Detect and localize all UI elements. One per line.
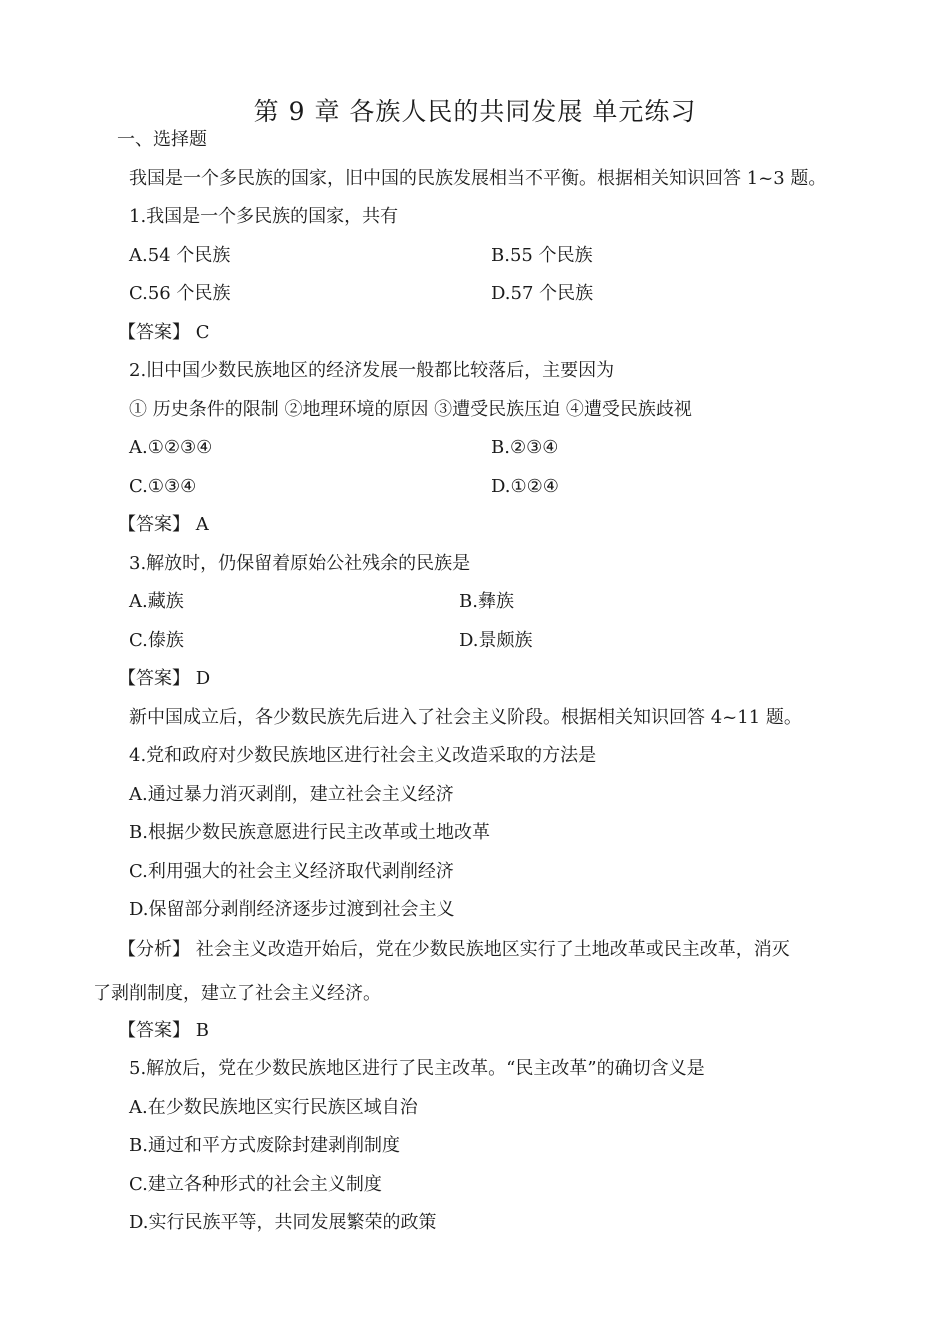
- q3-option-d: D.景颇族: [459, 630, 533, 651]
- q2-items: ① 历史条件的限制 ②地理环境的原因 ③遭受民族压迫 ④遭受民族歧视: [129, 399, 692, 420]
- q4-option-c: C.利用强大的社会主义经济取代剥削经济: [129, 861, 454, 882]
- q4-option-d: D.保留部分剥削经济逐步过渡到社会主义: [129, 899, 455, 920]
- q2-answer: 【答案】 A: [118, 514, 209, 535]
- q4-option-b: B.根据少数民族意愿进行民主改革或土地改革: [129, 822, 490, 843]
- q5-option-b: B.通过和平方式废除封建剥削制度: [129, 1135, 400, 1156]
- page-title: 第 9 章 各族人民的共同发展 单元练习: [253, 97, 697, 126]
- q1-answer: 【答案】 C: [118, 322, 210, 343]
- q1-option-d: D.57 个民族: [491, 283, 594, 304]
- q4-analysis-line-1: 【分析】 社会主义改造开始后，党在少数民族地区实行了土地改革或民主改革，消灭: [118, 939, 790, 960]
- intro-2: 新中国成立后，各少数民族先后进入了社会主义阶段。根据相关知识回答 4~11 题。: [129, 707, 802, 728]
- q4-answer: 【答案】 B: [118, 1020, 209, 1041]
- q5-stem: 5.解放后，党在少数民族地区进行了民主改革。“民主改革”的确切含义是: [129, 1058, 705, 1079]
- q5-option-c: C.建立各种形式的社会主义制度: [129, 1174, 382, 1195]
- q3-option-b: B.彝族: [459, 591, 514, 612]
- q1-option-c: C.56 个民族: [129, 283, 231, 304]
- intro-1: 我国是一个多民族的国家，旧中国的民族发展相当不平衡。根据相关知识回答 1~3 题。: [129, 168, 827, 189]
- q2-stem: 2.旧中国少数民族地区的经济发展一般都比较落后，主要因为: [129, 360, 615, 381]
- q4-option-a: A.通过暴力消灭剥削，建立社会主义经济: [129, 784, 454, 805]
- q5-option-a: A.在少数民族地区实行民族区域自治: [129, 1097, 418, 1118]
- section-heading: 一、选择题: [117, 129, 207, 150]
- q5-option-d: D.实行民族平等，共同发展繁荣的政策: [129, 1212, 437, 1233]
- q4-analysis-line-2: 了剥削制度，建立了社会主义经济。: [93, 983, 381, 1004]
- q3-answer: 【答案】 D: [118, 668, 211, 689]
- q1-option-b: B.55 个民族: [491, 245, 593, 266]
- q3-stem: 3.解放时，仍保留着原始公社残余的民族是: [129, 553, 471, 574]
- q2-option-d: D.①②④: [491, 476, 559, 497]
- q4-stem: 4.党和政府对少数民族地区进行社会主义改造采取的方法是: [129, 745, 597, 766]
- q1-stem: 1.我国是一个多民族的国家，共有: [129, 206, 399, 227]
- q2-option-c: C.①③④: [129, 476, 197, 497]
- q3-option-a: A.藏族: [129, 591, 184, 612]
- q1-option-a: A.54 个民族: [129, 245, 231, 266]
- q2-option-b: B.②③④: [491, 437, 559, 458]
- q2-option-a: A.①②③④: [129, 437, 213, 458]
- q3-option-c: C.傣族: [129, 630, 184, 651]
